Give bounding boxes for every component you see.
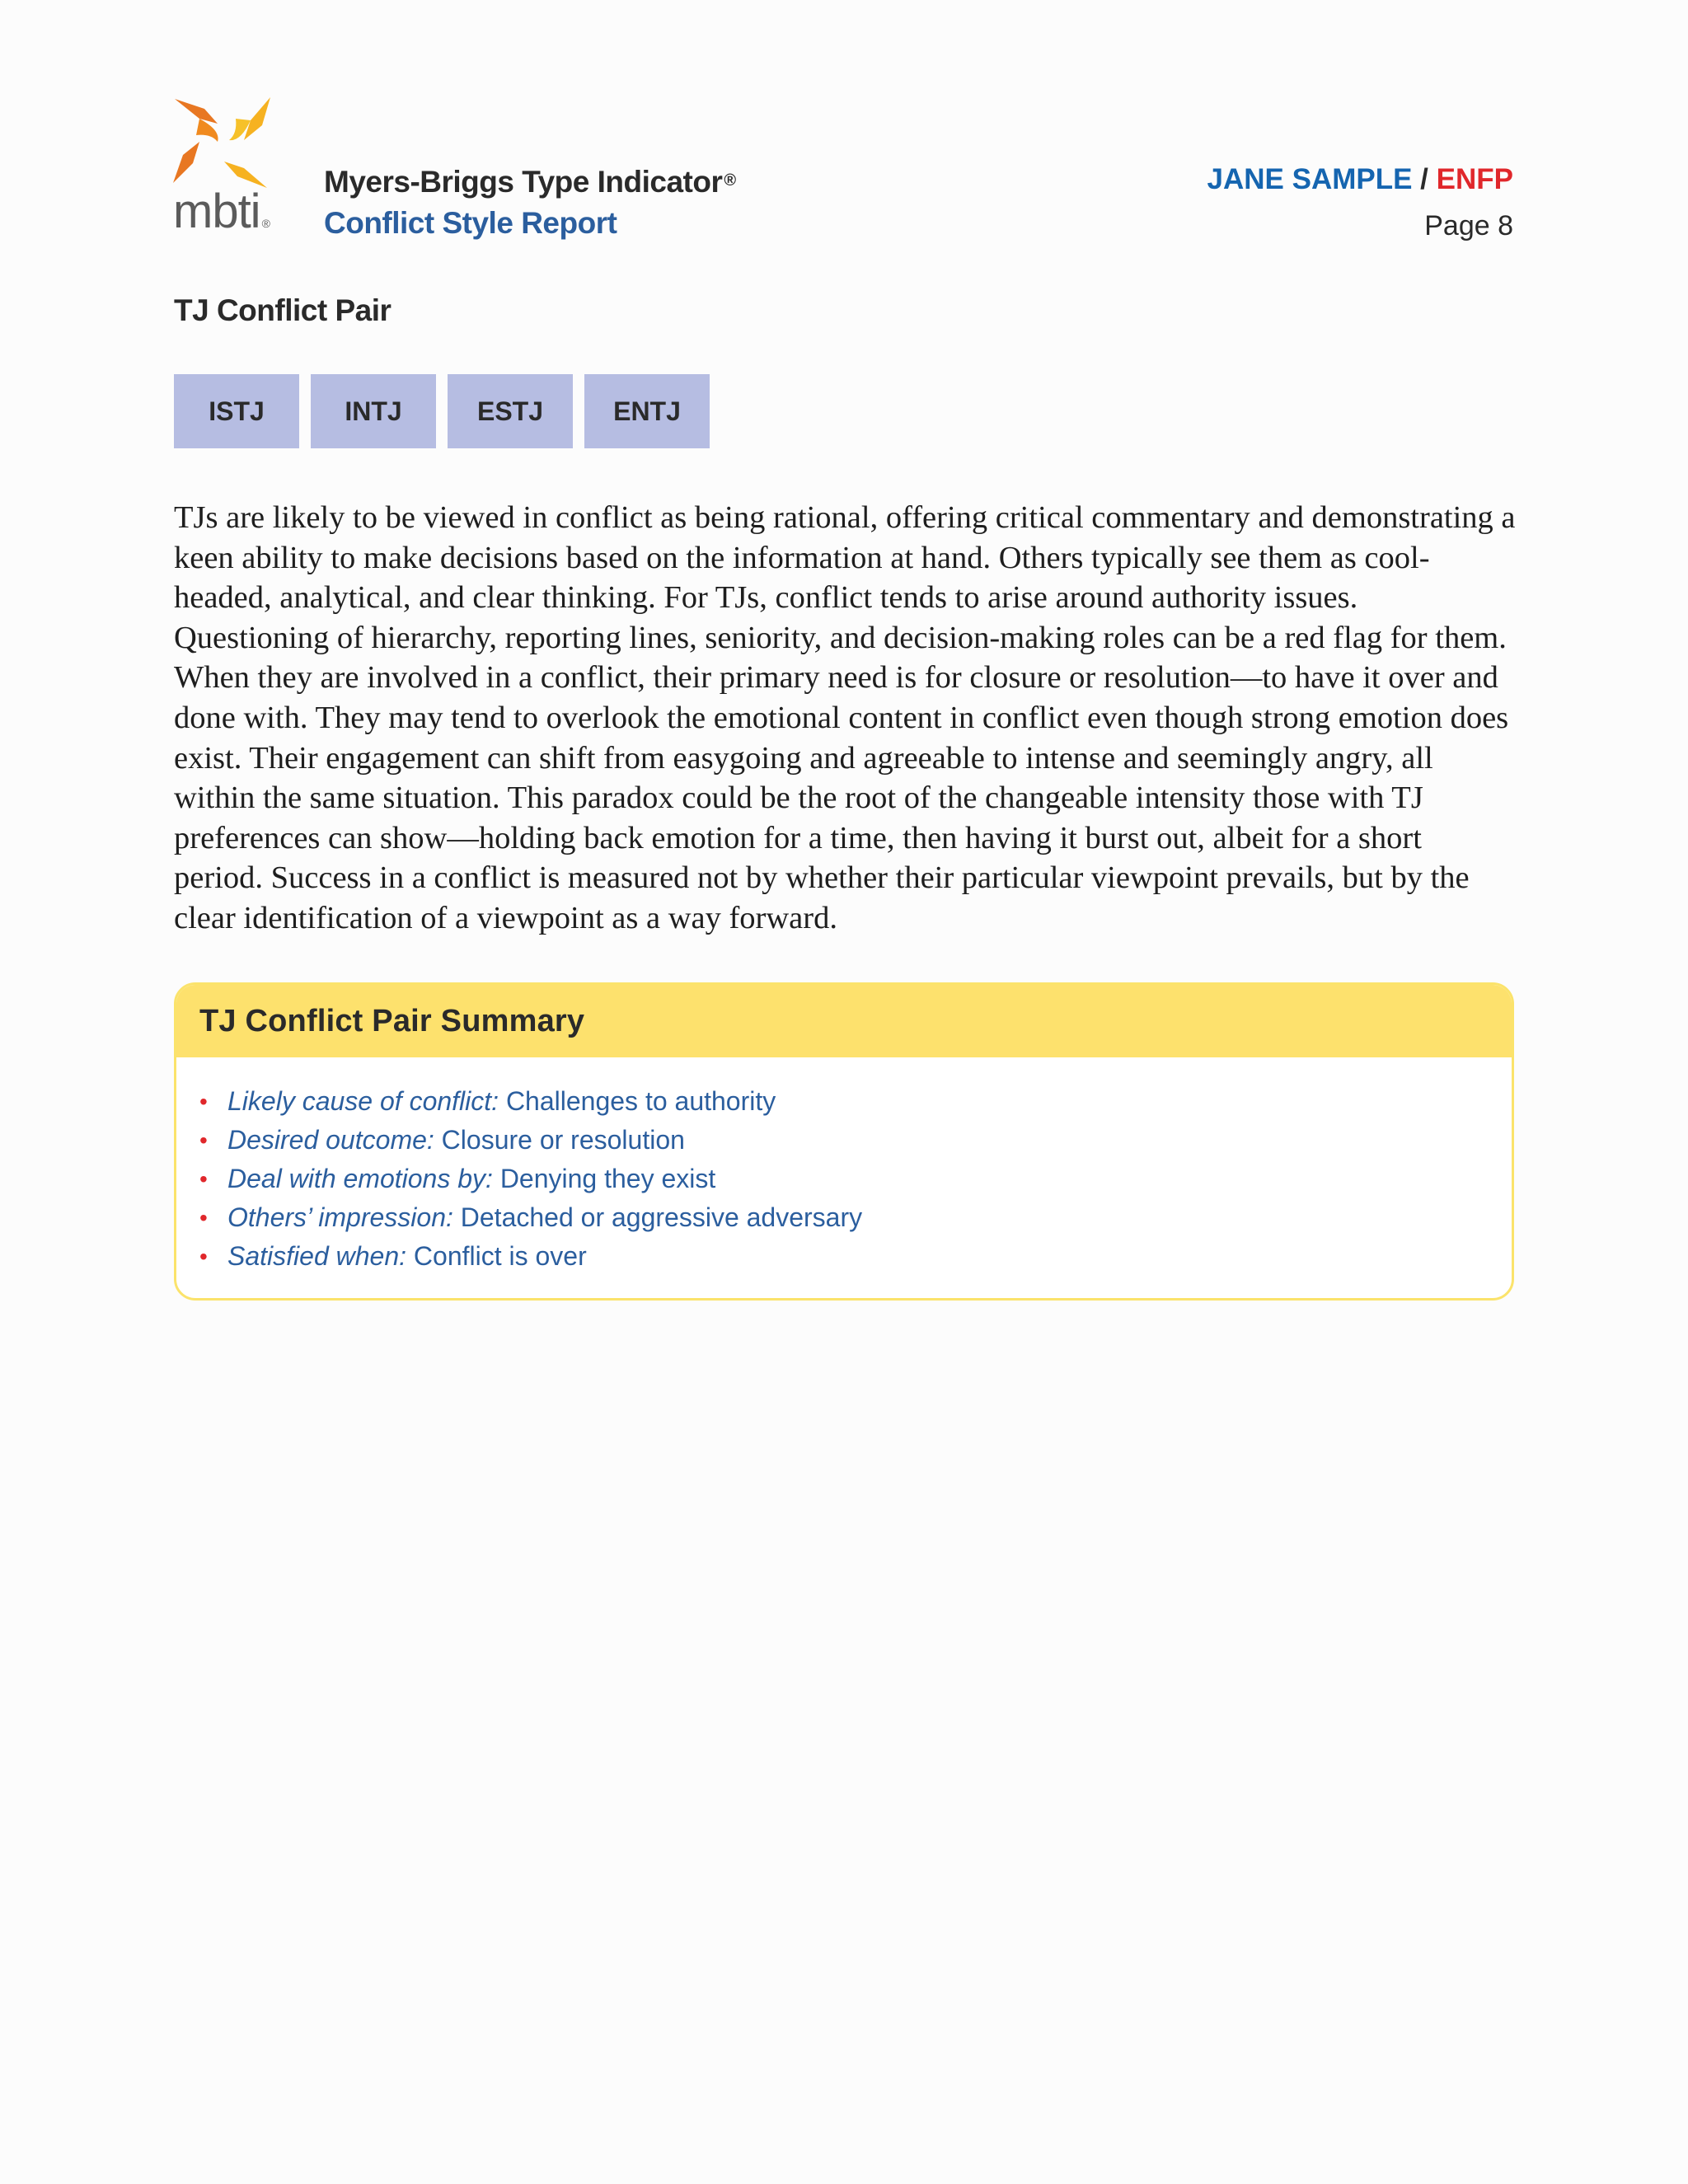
- person-info: [1207, 160, 1513, 246]
- bullet-icon: •: [199, 1089, 208, 1114]
- type-box-intj: INTJ: [311, 374, 436, 448]
- name-separator: /: [1412, 163, 1437, 195]
- item-value: Closure or resolution: [434, 1125, 685, 1155]
- item-value: Challenges to authority: [499, 1086, 776, 1116]
- item-value: Conflict is over: [406, 1241, 587, 1271]
- person-type: ENFP: [1436, 163, 1513, 195]
- item-value: Denying they exist: [492, 1164, 716, 1193]
- type-box-entj: ENTJ: [584, 374, 710, 448]
- bullet-icon: •: [199, 1205, 208, 1230]
- logo-swirl-icon: [171, 97, 279, 188]
- logo-wordmark: mbti ®: [173, 185, 270, 238]
- section-body-text: TJs are likely to be viewed in conflict as being rational, offering critical commentary and demonstrating a keen ability to make decisions based on the information at hand. Others typically see them as cool-headed, analytical, and clear thinking. For TJs, conflict tends to arise around authority issues. Questioning of hierarchy, reporting lines, seniority, and decision-making roles can be a red flag for them. When they are involved in a conflict, their primary need is for closure or resolution—to have it over and done with. They may tend to overlook the emotional content in conflict even though strong emotion does exist. Their engagement can shift from easygoing and agreeable to intense and seemingly angry, all within the same situation. This paradox could be the root of the changeable intensity those with TJ preferences can show—holding back emotion for a time, then having it burst out, albeit for a short period. Success in a conflict is measured not by whether their particular viewpoint prevails, but by the clear identification of a viewpoint as a way forward.: [174, 500, 1516, 935]
- item-label: Likely cause of conflict:: [227, 1086, 499, 1116]
- list-item: [199, 1160, 862, 1198]
- report-subtitle: Conflict Style Report: [324, 206, 617, 240]
- list-item: [199, 1237, 862, 1276]
- type-box-istj: ISTJ: [174, 374, 299, 448]
- list-item: [199, 1121, 862, 1160]
- summary-title: TJ Conflict Pair Summary: [176, 985, 1512, 1057]
- bullet-icon: •: [199, 1127, 208, 1153]
- bullet-icon: •: [199, 1166, 208, 1192]
- item-label: Desired outcome:: [227, 1125, 434, 1155]
- section-heading: TJ Conflict Pair: [174, 293, 392, 327]
- item-value: Detached or aggressive adversary: [452, 1202, 863, 1232]
- item-label: Satisfied when:: [227, 1241, 407, 1271]
- list-item: [199, 1082, 862, 1121]
- person-name: JANE SAMPLE: [1207, 163, 1413, 195]
- item-label: Others’ impression:: [227, 1202, 453, 1232]
- report-title: Myers-Briggs Type Indicator ®: [324, 165, 736, 199]
- summary-list: [199, 1082, 862, 1276]
- summary-box: [174, 982, 1514, 1301]
- item-label: Deal with emotions by:: [227, 1164, 493, 1193]
- list-item: [199, 1198, 862, 1237]
- type-boxes: [174, 374, 710, 448]
- type-box-estj: ESTJ: [448, 374, 573, 448]
- page-number: Page 8: [1424, 210, 1513, 241]
- person-name-type: [1207, 160, 1513, 199]
- bullet-icon: •: [199, 1244, 208, 1269]
